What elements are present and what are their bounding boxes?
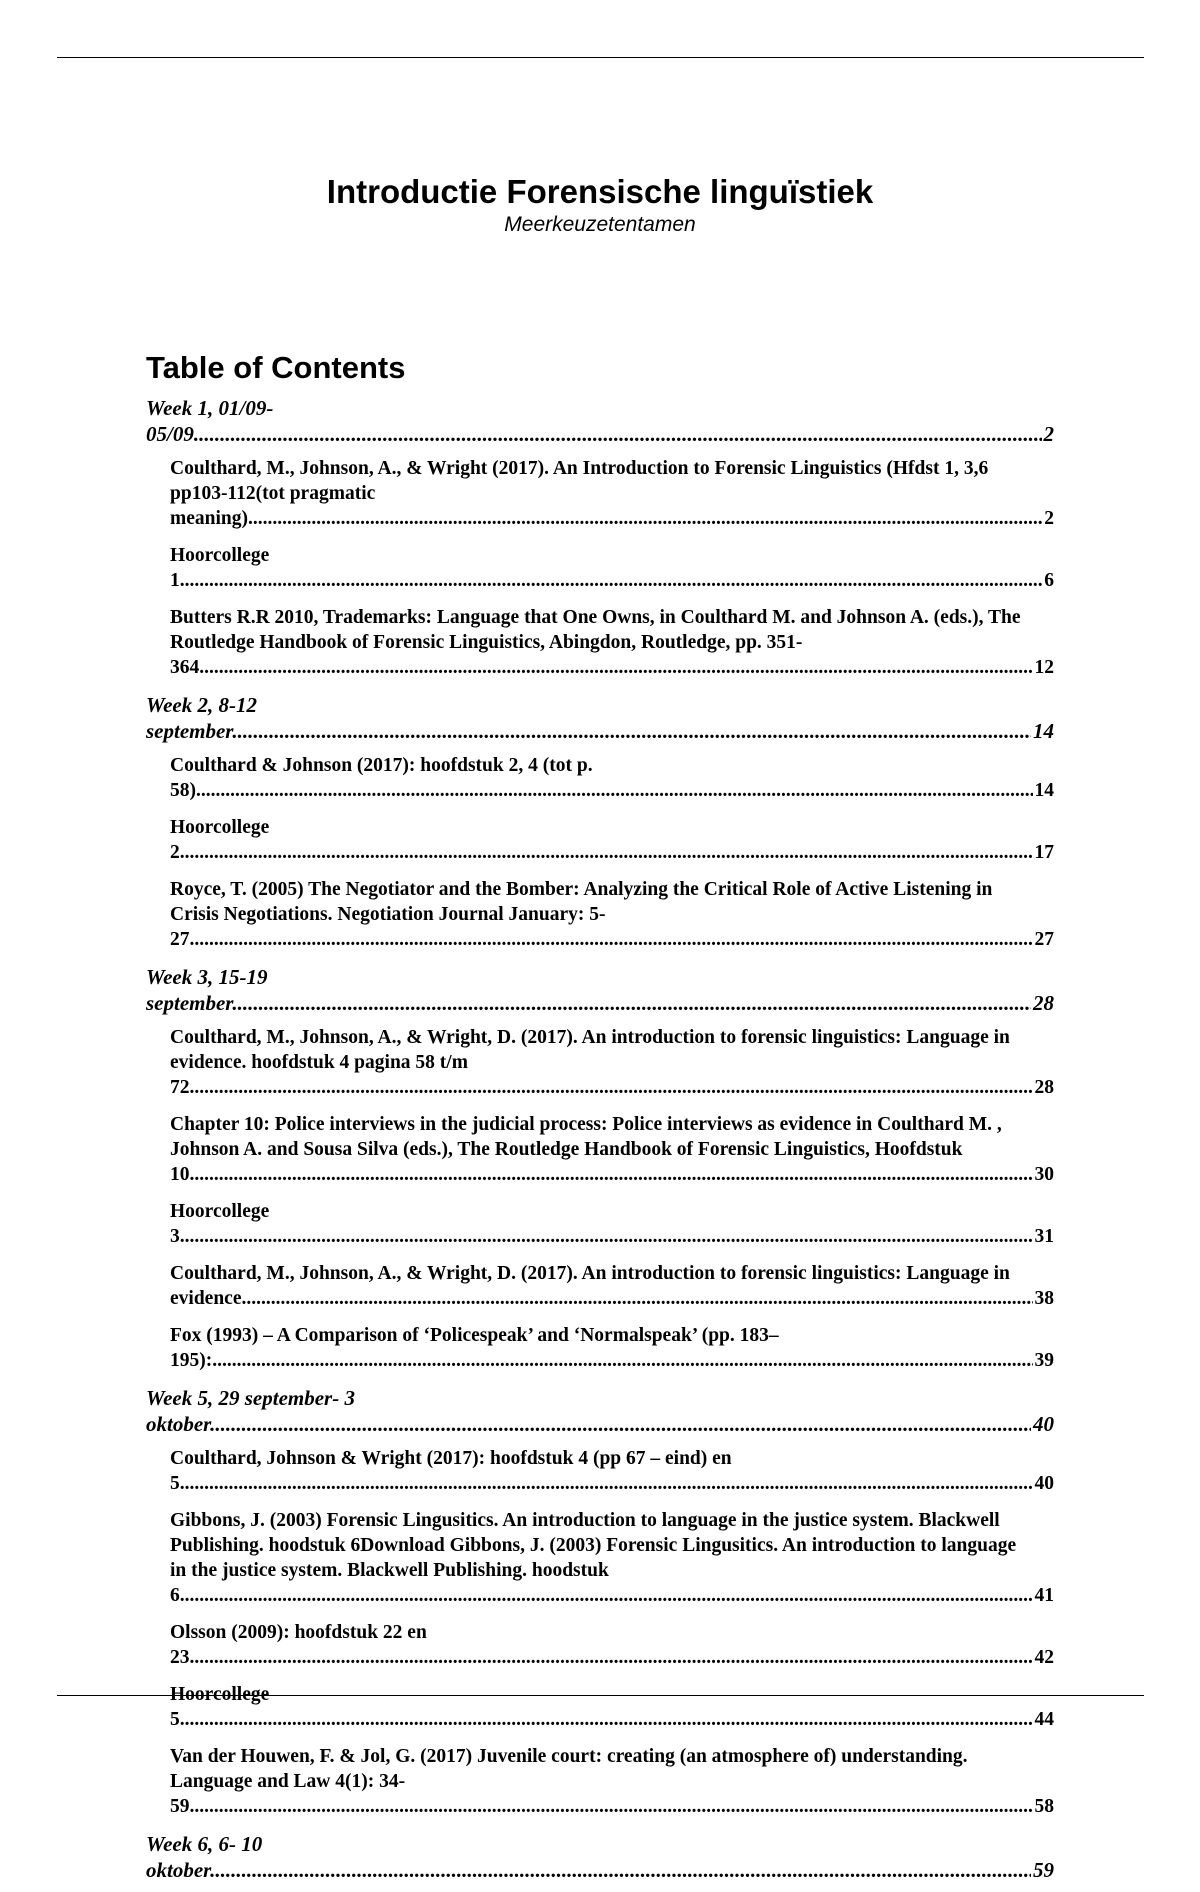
toc-heading: Table of Contents (146, 350, 406, 385)
toc-sub-entry[interactable] (170, 1508, 1054, 1608)
toc-entry-text: Chapter 10: Police interviews in the judicial process: Police interviews as evidence in Coulthard M. , Johnson A. and Sousa Silva (eds.), The Routledge Handbook of Forensic Linguistics, Hoofdstuk 10 ..... (170, 1114, 1054, 1185)
toc-entry-text: Royce, T. (2005) The Negotiator and the Bomber: Analyzing the Critical Role of Active Listening in Crisis Negotiations. Negotiation Journal January: 5-27 ..... (170, 879, 1054, 950)
toc-entry-text: Hoorcollege 3 ..... (170, 1201, 1054, 1247)
toc-entry-page-number: 42 (1034, 1647, 1054, 1668)
toc-entry-body (170, 1508, 1054, 1608)
toc-entry-page-number: 2 (1044, 508, 1054, 529)
toc-entry-body (146, 692, 1054, 744)
toc-entry-page-number: 41 (1034, 1585, 1054, 1606)
toc-week-entry[interactable] (146, 1831, 1054, 1883)
toc-entry-page-number: 40 (1034, 1473, 1054, 1494)
toc-entry-body (170, 815, 1054, 865)
toc-entry-page-number: 28 (1034, 1077, 1054, 1098)
toc-sub-entry[interactable] (170, 877, 1054, 952)
toc-week-entry[interactable] (146, 692, 1054, 744)
toc-entry-text: Gibbons, J. (2003) Forensic Lingusitics. An introduction to language in the justice system. Blackwell Publishing. hoodstuk 6Download Gibbons, J. (2003) Forensic Lingusitics. An introduction to language in the justice system. Blackwell Publishing. hoodstuk 6 ..... (170, 1510, 1054, 1606)
document-subtitle: Meerkeuzetentamen (504, 213, 696, 236)
toc-entry-body (170, 1446, 1054, 1496)
toc-entry-body (146, 964, 1054, 1016)
toc-entry-page-number: 27 (1034, 929, 1054, 950)
toc-entry-body (146, 1385, 1054, 1437)
toc-entry-page-number: 2 (1043, 422, 1054, 446)
toc-sub-entry[interactable] (170, 543, 1054, 593)
header-rule (57, 57, 1144, 58)
toc-entry-text: Coulthard, Johnson & Wright (2017): hoofdstuk 4 (pp 67 – eind) en 5 ..... (170, 1448, 1054, 1494)
toc-entry-text: Week 6, 6- 10 oktober ..... (146, 1832, 1054, 1882)
toc-week-entry[interactable] (146, 395, 1054, 447)
toc-entry-text: Butters R.R 2010, Trademarks: Language that One Owns, in Coulthard M. and Johnson A. (eds.), The Routledge Handbook of Forensic Linguistics, Abingdon, Routledge, pp. 351-364. ..... (170, 607, 1054, 678)
toc-entry-body (170, 753, 1054, 803)
toc-entry-text: Week 5, 29 september- 3 oktober ..... (146, 1386, 1054, 1436)
footer-rule (57, 1695, 1144, 1696)
toc-entry-text: Hoorcollege 2 ..... (170, 817, 1054, 863)
toc-entry-text: Fox (1993) – A Comparison of ‘Policespeak’ and ‘Normalspeak’ (pp. 183–195): ..... (170, 1325, 1054, 1371)
toc-entry-page-number: 30 (1034, 1164, 1054, 1185)
toc-entry-text: Week 3, 15-19 september ..... (146, 965, 1054, 1015)
toc-entry-body (170, 1199, 1054, 1249)
toc-entry-page-number: 40 (1033, 1412, 1054, 1436)
toc-entry-text: Hoorcollege 1 ..... (170, 545, 1054, 591)
toc-week-entry[interactable] (146, 964, 1054, 1016)
toc-entry-body (170, 1744, 1054, 1819)
toc-sub-entry[interactable] (170, 753, 1054, 803)
toc-entry-text: Coulthard, M., Johnson, A., & Wright, D. (2017). An introduction to forensic linguistics: Language in evidence ..... (170, 1263, 1054, 1309)
toc-entry-text: Coulthard, M., Johnson, A., & Wright, D. (2017). An introduction to forensic linguistics: Language in evidence. hoofdstuk 4 pagina 58 t/m 72 ..... (170, 1027, 1054, 1098)
toc-sub-entry[interactable] (170, 1112, 1054, 1187)
toc-entry-page-number: 14 (1034, 780, 1054, 801)
toc-entry-text: Van der Houwen, F. & Jol, G. (2017) Juvenile court: creating (an atmosphere of) understanding. Language and Law 4(1): 34-59 ..... (170, 1746, 1054, 1817)
toc-entry-body (170, 1112, 1054, 1187)
toc-entry-page-number: 31 (1034, 1226, 1054, 1247)
toc-sub-entry[interactable] (170, 1261, 1054, 1311)
toc-entry-page-number: 38 (1034, 1288, 1054, 1309)
toc-sub-entry[interactable] (170, 1744, 1054, 1819)
toc-entry-body (170, 1682, 1054, 1732)
toc-entry-page-number: 28 (1033, 991, 1054, 1015)
toc-sub-entry[interactable] (170, 1620, 1054, 1670)
toc-entry-text: Week 2, 8-12 september ..... (146, 693, 1054, 743)
toc-entry-body (170, 543, 1054, 593)
toc-entry-page-number: 59 (1033, 1858, 1054, 1882)
toc-entry-text: Week 1, 01/09-05/09 ..... (146, 396, 1054, 446)
toc-entry-body (170, 605, 1054, 680)
toc-entry-body (146, 1831, 1054, 1883)
toc-list (146, 395, 1054, 1883)
toc-sub-entry[interactable] (170, 815, 1054, 865)
toc-entry-body (170, 1620, 1054, 1670)
toc-entry-text: Coulthard & Johnson (2017): hoofdstuk 2, 4 (tot p. 58) ..... (170, 755, 1054, 801)
toc-entry-body (146, 395, 1054, 447)
toc-sub-entry[interactable] (170, 1199, 1054, 1249)
toc-sub-entry[interactable] (170, 1446, 1054, 1496)
toc-week-entry[interactable] (146, 1385, 1054, 1437)
toc-sub-entry[interactable] (170, 1323, 1054, 1373)
toc-entry-page-number: 17 (1034, 842, 1054, 863)
toc-sub-entry[interactable] (170, 1025, 1054, 1100)
toc-entry-text: Olsson (2009): hoofdstuk 22 en 23 ..... (170, 1622, 1054, 1668)
toc-entry-body (170, 877, 1054, 952)
toc-sub-entry[interactable] (170, 456, 1054, 531)
toc-entry-page-number: 6 (1044, 570, 1054, 591)
toc-entry-page-number: 14 (1033, 719, 1054, 743)
toc-sub-entry[interactable] (170, 1682, 1054, 1732)
toc-entry-page-number: 12 (1034, 657, 1054, 678)
title-block (0, 172, 1200, 238)
toc-sub-entry[interactable] (170, 605, 1054, 680)
toc-entry-body (170, 1323, 1054, 1373)
toc-entry-page-number: 39 (1034, 1350, 1054, 1371)
toc-entry-body (170, 1261, 1054, 1311)
table-of-contents (146, 348, 1054, 1892)
toc-entry-page-number: 44 (1034, 1709, 1054, 1730)
toc-entry-body (170, 456, 1054, 531)
toc-entry-text: Coulthard, M., Johnson, A., & Wright (2017). An Introduction to Forensic Linguistics (Hfdst 1, 3,6 pp103-112(tot pragmatic meaning) ..... (170, 458, 1054, 529)
toc-entry-page-number: 58 (1034, 1796, 1054, 1817)
toc-entry-text: Hoorcollege 5 ..... (170, 1684, 1054, 1730)
document-title: Introductie Forensische linguïstiek (326, 173, 874, 210)
toc-entry-body (170, 1025, 1054, 1100)
